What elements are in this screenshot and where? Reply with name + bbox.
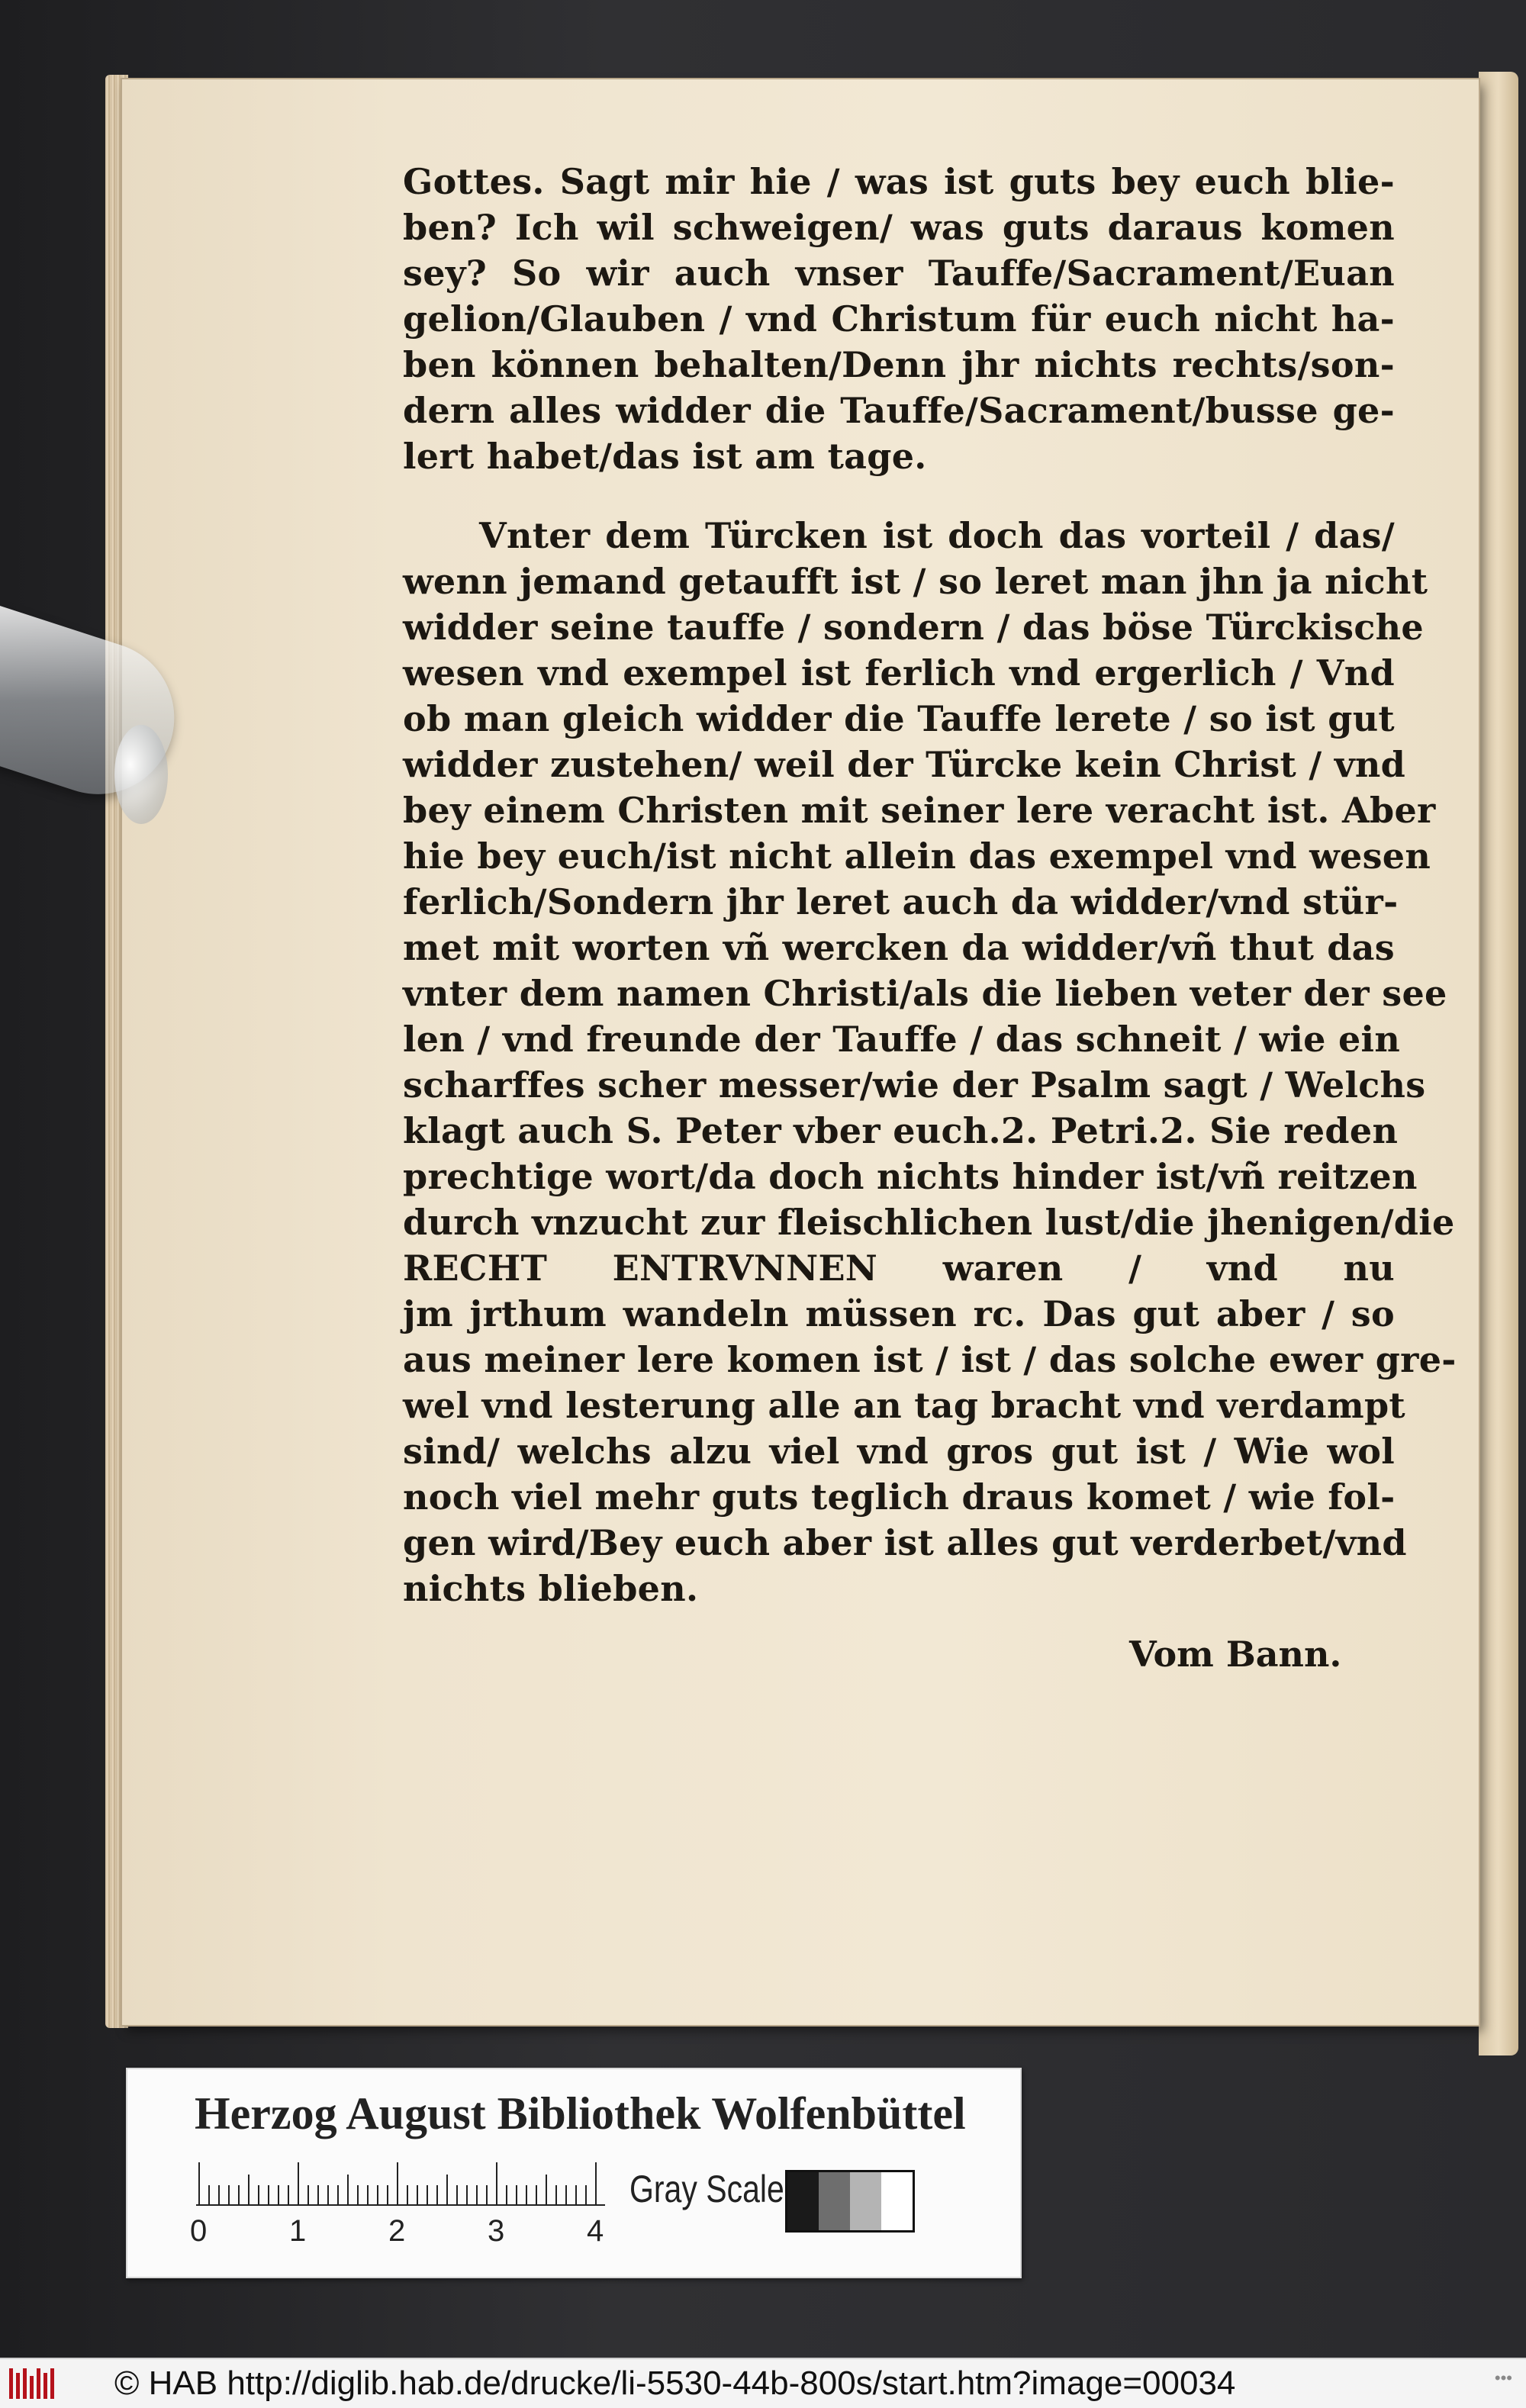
text-line: klagt auch S. Peter vber euch.2. Petri.2. Sie reden — [403, 1110, 1399, 1151]
text-line: widder seine tauffe / sondern / das böse Türckische — [403, 607, 1424, 648]
text-line: gen wird/Bey euch aber ist alles gut verderbet/vnd — [403, 1522, 1407, 1563]
text-line: hie bey euch/ist nicht allein das exempel vnd wesen — [403, 835, 1431, 877]
paragraph-1 — [403, 159, 1395, 479]
text-line: widder zustehen/ weil der Türcke kein Christ / vnd — [403, 744, 1406, 785]
text-line: sey? So wir auch vnser Tauffe/Sacrament/Euan — [403, 253, 1395, 294]
ruler-number: 0 — [190, 2214, 208, 2248]
footer-corner-mark: ••• — [1494, 2368, 1512, 2387]
ruler-number: 1 — [289, 2214, 307, 2248]
gray-swatch — [819, 2172, 850, 2230]
text-line: jm jrthum wandeln müssen rc. Das gut aber / so — [403, 1293, 1395, 1334]
facing-page-edge — [1479, 72, 1518, 2055]
text-line: scharffes scher messer/wie der Psalm sagt / Welchs — [403, 1064, 1426, 1106]
hab-logo-icon — [8, 2365, 61, 2402]
text-line: gelion/Glauben / vnd Christum für euch nicht ha- — [403, 298, 1395, 340]
text-line: noch viel mehr guts teglich draus komet / wie fol- — [403, 1476, 1396, 1518]
text-line: ferlich/Sondern jhr leret auch da widder/vnd stür- — [403, 881, 1399, 922]
text-line: bey einem Christen mit seiner lere veracht ist. Aber — [403, 790, 1436, 831]
text-line: wesen vnd exempel ist ferlich vnd ergerlich / Vnd — [403, 652, 1395, 694]
ruler-number: 2 — [388, 2214, 406, 2248]
gray-scale-label: Gray Scale — [629, 2168, 784, 2210]
gray-swatch — [850, 2172, 881, 2230]
text-line: aus meiner lere komen ist / ist / das solche ewer gre- — [403, 1339, 1457, 1380]
ruler-number: 4 — [587, 2214, 604, 2248]
text-line: wenn jemand getaufft ist / so leret man jhn ja nicht — [403, 561, 1428, 602]
text-line: ben können behalten/Denn jhr nichts rechts/son- — [403, 344, 1395, 385]
footer-bar — [0, 2358, 1526, 2408]
ruler-numbers — [188, 2214, 646, 2252]
text-line: ob man gleich widder die Tauffe lerete / so ist gut — [403, 698, 1395, 739]
text-line: nichts blieben. — [403, 1568, 699, 1609]
text-line: vnter dem namen Christi/als die lieben veter der see — [403, 973, 1447, 1014]
ruler-number: 3 — [488, 2214, 505, 2248]
text-line: Vnter dem Türcken ist doch das vorteil / das/ — [479, 515, 1395, 556]
text-line: met mit worten vñ wercken da widder/vñ thut das — [403, 927, 1395, 968]
text-line: ben? Ich wil schweigen/ was guts daraus komen — [403, 207, 1395, 248]
library-name: Herzog August Bibliothek Wolfenbüttel — [195, 2088, 966, 2139]
gray-swatch — [787, 2172, 819, 2230]
footer-copyright-url: © HAB http://diglib.hab.de/drucke/li-5530-44b-800s/start.htm?image=00034 — [114, 2365, 1236, 2402]
text-line: lert habet/das ist am tage. — [403, 436, 927, 477]
text-line: prechtige wort/da doch nichts hinder ist/vñ reitzen — [403, 1156, 1418, 1197]
text-line: dern alles widder die Tauffe/Sacrament/busse ge- — [403, 390, 1395, 431]
text-line: Gottes. Sagt mir hie / was ist guts bey euch blie- — [403, 161, 1395, 202]
glass-page-weight-tip — [114, 725, 168, 824]
text-line: RECHT ENTRVNNEN waren / vnd nu — [403, 1247, 1395, 1289]
paragraph-2 — [403, 513, 1457, 1611]
ruler-scale — [196, 2161, 605, 2207]
text-line: len / vnd freunde der Tauffe / das schneit / wie ein — [403, 1019, 1401, 1060]
catchword: Vom Bann. — [1129, 1634, 1342, 1675]
text-line: durch vnzucht zur fleischlichen lust/die jhenigen/die — [403, 1202, 1455, 1243]
printed-text-block — [403, 159, 1457, 1611]
text-line: wel vnd lesterung alle an tag bracht vnd verdampt — [403, 1385, 1405, 1426]
library-label-card — [126, 2068, 1022, 2278]
text-line: sind/ welchs alzu viel vnd gros gut ist / Wie wol — [403, 1431, 1395, 1472]
gray-scale-swatches — [785, 2170, 915, 2233]
gray-swatch — [881, 2172, 913, 2230]
